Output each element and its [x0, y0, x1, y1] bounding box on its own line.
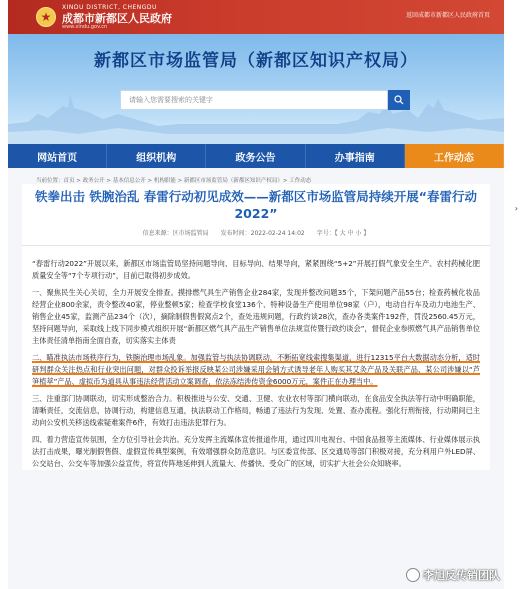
- breadcrumb: 当前位置：首页 > 政务公开 > 基本信息公开 > 机构职能 > 新都区市场监管局（新都区知识产权局）> 工作动态: [36, 178, 312, 184]
- search-button[interactable]: [388, 90, 410, 110]
- article: [22, 184, 490, 470]
- site-name-cn: 成都市新都区人民政府: [62, 11, 172, 25]
- page: [8, 0, 504, 589]
- nav-work-news[interactable]: 工作动态: [405, 144, 504, 168]
- paragraph-2-highlighted: 二、瞄准执法市场秩序行为，铁腕治理市场乱象。加强监管与执法协调联动，不断拓宽线索搜集渠道，进行12315平台大数据动态分析，适时研判群众关注热点和行业突出问题，对群众投诉举报反映某公司涉嫌采用会销方式诱导老年人购买其艾灸产品及关联产品、某公司涉嫌以“芦笋植萃”产品、虚拟币为道具从事违法经营活动立案调查，依法冻结涉传资金6000万元，案件正在办理当中。: [32, 353, 480, 386]
- banner-title: 新都区市场监管局（新都区知识产权局）: [94, 51, 418, 71]
- main-nav: [8, 144, 504, 168]
- watermark-text: 李旭反传销团队: [423, 569, 500, 582]
- paragraph-intro: “春雷行动2022”开展以来，新都区市场监管局坚持问题导向、目标导向、结果导向，紧紧围绕“5+2”开展打假气象安全生产、农村药械化肥质量安全等“7个专项行动”，目前已取得初步成效。: [32, 259, 480, 280]
- site-logo[interactable]: [62, 5, 172, 30]
- back-to-home-link[interactable]: 返回成都市新都区人民政府首页: [405, 12, 490, 19]
- article-body: [22, 246, 490, 470]
- watermark: [406, 567, 500, 583]
- search-input[interactable]: [129, 96, 387, 104]
- nav-organization[interactable]: 组织机构: [107, 144, 206, 168]
- nav-home[interactable]: 网站首页: [8, 144, 107, 168]
- search-box: [120, 90, 388, 110]
- paragraph-3: 三、注重部门协调联动，切实形成整治合力。积极推进与公安、交通、卫健、农业农村等部门横向联动，在食品安全执法等行动中明确职能，清晰责任，交流信息，协调行动，构建信息互通，执法联动工作格局，畅通了违法行为发现、处置、查办流程。强化行刑衔接，行动期间已主动向公安机关移送线索疑难案件6件，有效打击违法犯罪行为。: [32, 394, 480, 427]
- site-url: www.xindu.gov.cn: [62, 23, 108, 30]
- watermark-logo-icon: [406, 568, 420, 582]
- nav-service-guide[interactable]: 办事指南: [306, 144, 405, 168]
- nav-announcements[interactable]: 政务公告: [206, 144, 305, 168]
- chevron-right-icon[interactable]: ›: [514, 204, 518, 213]
- article-title: 铁拳出击 铁腕治乱 春雷行动初见成效——新都区市场监管局持续开展“春雷行动2022”: [35, 189, 477, 221]
- paragraph-4: 四、着力营造宣传氛围，全方位引导社会共治。充分发挥主流媒体宣传报道作用，通过四川电视台、中国食品报等主流媒体、行业媒体展示执法打击成果，曝光制假售假、虚假宣传典型案例，有效增强群众防范意识。与区委宣传部、区交通局等部门积极对接，充分利用户外LED屏、公交站台、公交车等加强公益宣传，将宣传阵地延伸到人流量大、传播快、受众广的区域，切实扩大社会公众知晓率。: [32, 435, 480, 468]
- banner: [8, 34, 504, 144]
- search-icon: [394, 95, 404, 105]
- paragraph-1: 一、聚焦民生关心关切，全力开展安全排查。摸排燃气具生产销售企业284家，发现并整改问题35个，下架问题产品55台；检查药械化妆品经营企业800余家，责令整改40家，停业整顿5家；检查学校食堂136个、特种设备生产使用单位98家（户），电动自行车及动力电池生产、销售企业45家，监测产品234个（次），摘除制假售假窝点2个，查处违规问题，行政约谈28次，查办各类案件192件，罚没2560.45万元，坚持问题导向，采取线上线下同步模式组织开展“新都区燃气具产品生产销售单位法规宣传暨行政约谈会”，督促企业参照燃气具产品销售单位主体责任清单指南全面自查，切实落实主体责: [32, 288, 480, 345]
- site-header: [8, 0, 504, 34]
- site-name-en: XINDU DISTRICT, CHENGDU: [62, 3, 157, 11]
- article-meta: 信息来源：区市场监管局 发布时间：2022-02-24 14:02 字号：【 大 中 小 】: [22, 228, 490, 246]
- emblem-icon[interactable]: ★: [36, 7, 56, 27]
